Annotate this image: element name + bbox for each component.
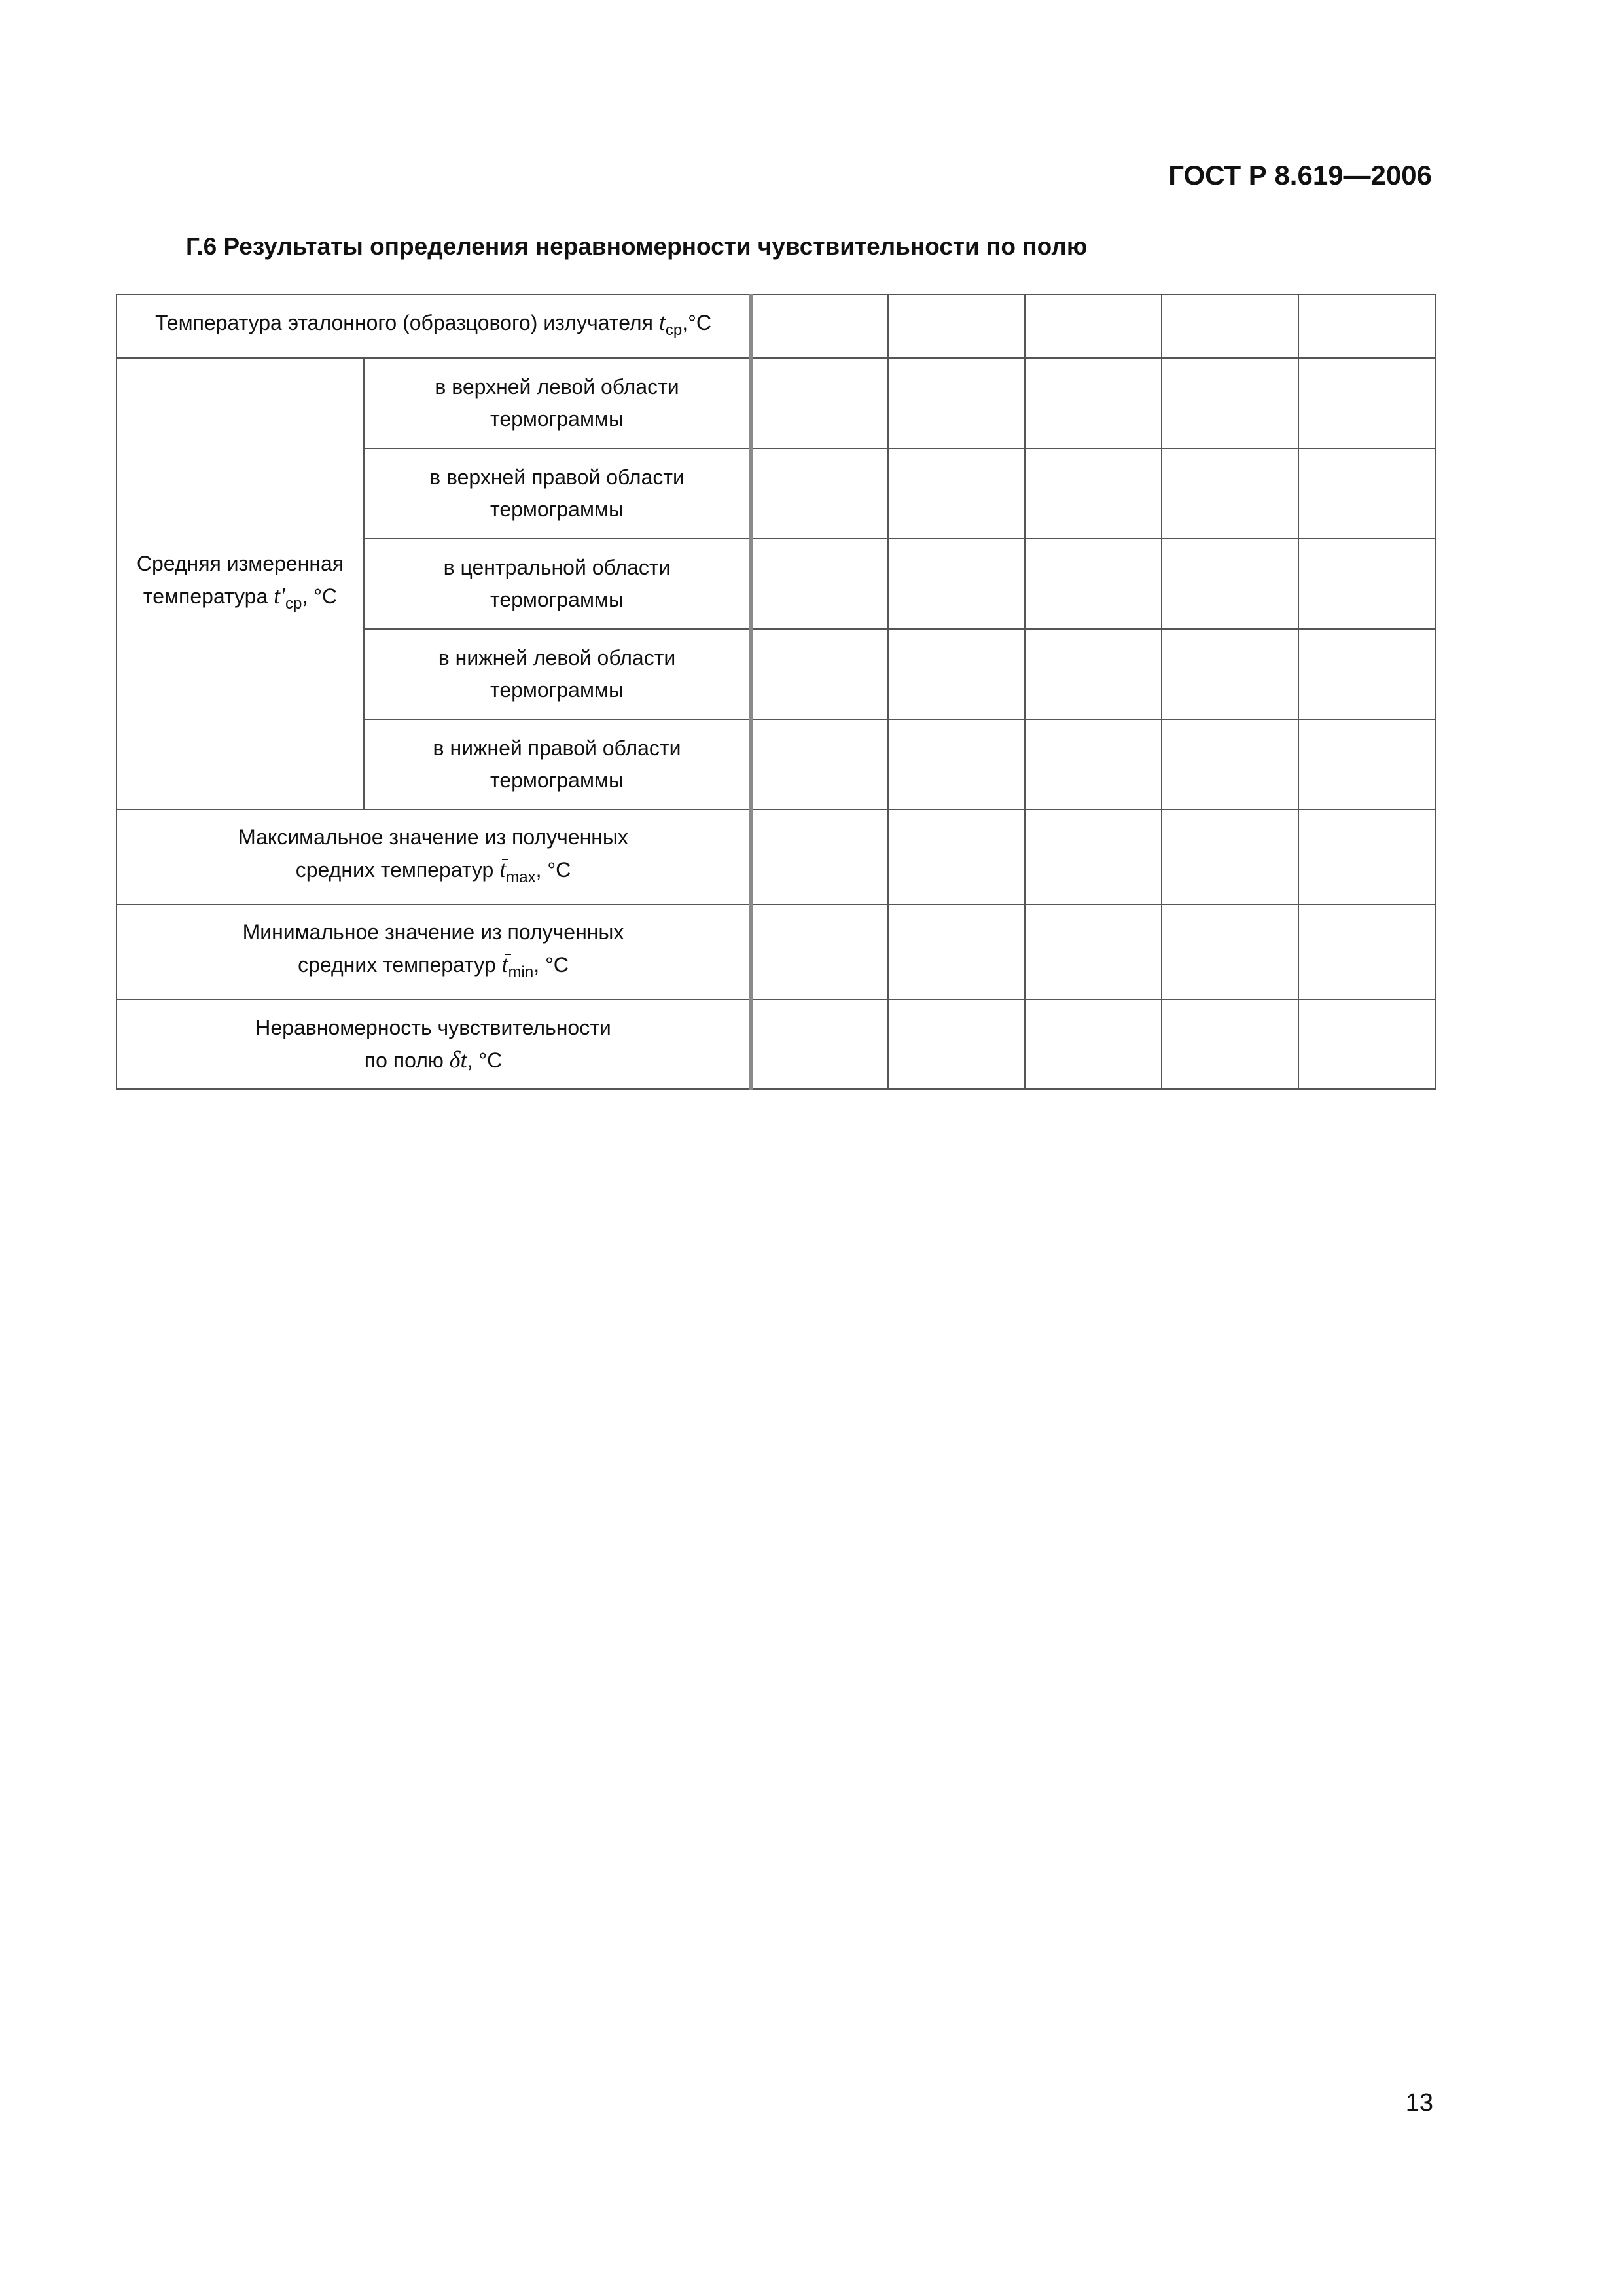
results-table [116,294,1436,1090]
reference-temperature-label: Температура эталонного (образцового) излучателя $t_{ср},^\circ С$ [116,295,751,358]
document-code: ГОСТ Р 8.619—2006 [1168,160,1432,190]
max-average-label: Максимальное значение из полученных средних температур $t_{max}$, °С [116,810,751,905]
nonuniformity-label: Неравномерность чувствительности по полю δt, °С [116,999,751,1089]
value-cell[interactable] [1162,358,1298,448]
value-cell[interactable] [1025,358,1162,448]
value-cell[interactable] [888,358,1025,448]
value-cell[interactable] [888,719,1025,810]
section-title: Г.6 Результаты определения неравномерности чувствительности по полю [186,233,1088,260]
value-cell[interactable] [751,905,888,999]
value-cell[interactable] [751,629,888,719]
value-cell[interactable] [1162,999,1298,1089]
value-cell[interactable] [1298,905,1435,999]
value-cell[interactable] [1298,629,1435,719]
value-cell[interactable] [1162,719,1298,810]
table-row [116,905,1435,999]
region-label-lower-right: в нижней правой области термограммы [364,719,751,810]
value-cell[interactable] [1162,539,1298,629]
value-cell[interactable] [751,539,888,629]
value-cell[interactable] [1025,719,1162,810]
value-cell[interactable] [751,719,888,810]
table-row [116,999,1435,1089]
value-cell[interactable] [1025,810,1162,905]
region-label-upper-left: в верхней левой области термограммы [364,358,751,448]
value-cell[interactable] [888,905,1025,999]
value-cell[interactable] [888,999,1025,1089]
measured-average-label: Средняя измеренная температура $t'_{ср}$, °С [116,358,364,810]
value-cell[interactable] [1162,295,1298,358]
value-cell[interactable] [751,810,888,905]
value-cell[interactable] [1298,358,1435,448]
region-label-lower-left: в нижней левой области термограммы [364,629,751,719]
value-cell[interactable] [1025,295,1162,358]
value-cell[interactable] [888,295,1025,358]
value-cell[interactable] [751,999,888,1089]
value-cell[interactable] [1298,448,1435,539]
region-label-center: в центральной области термограммы [364,539,751,629]
min-average-label: Минимальное значение из полученных средних температур $t_{min}$, °С [116,905,751,999]
value-cell[interactable] [888,629,1025,719]
value-cell[interactable] [1162,810,1298,905]
value-cell[interactable] [888,448,1025,539]
value-cell[interactable] [888,539,1025,629]
value-cell[interactable] [1025,539,1162,629]
value-cell[interactable] [1162,629,1298,719]
value-cell[interactable] [751,358,888,448]
value-cell[interactable] [1025,448,1162,539]
value-cell[interactable] [1298,810,1435,905]
page-number: 13 [1405,2089,1433,2117]
value-cell[interactable] [1025,629,1162,719]
value-cell[interactable] [1025,905,1162,999]
value-cell[interactable] [1162,448,1298,539]
table-row [116,358,1435,448]
value-cell[interactable] [1025,999,1162,1089]
value-cell[interactable] [1162,905,1298,999]
value-cell[interactable] [751,448,888,539]
value-cell[interactable] [1298,539,1435,629]
value-cell[interactable] [1298,719,1435,810]
value-cell[interactable] [1298,295,1435,358]
value-cell[interactable] [1298,999,1435,1089]
table-row [116,295,1435,358]
region-label-upper-right: в верхней правой области термограммы [364,448,751,539]
value-cell[interactable] [888,810,1025,905]
value-cell[interactable] [751,295,888,358]
table-row [116,810,1435,905]
